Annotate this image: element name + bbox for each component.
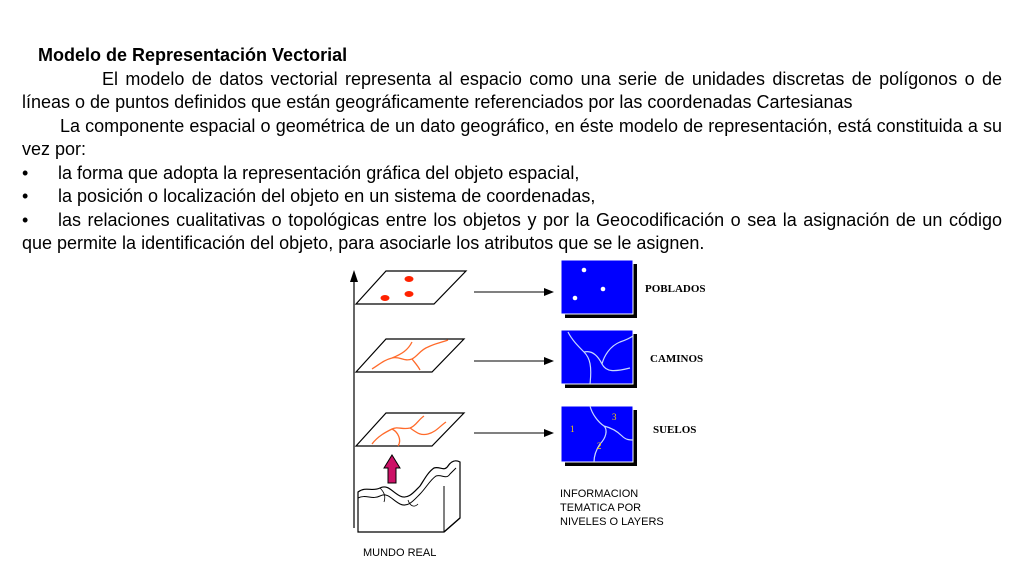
paragraph-1: El modelo de datos vectorial representa al espacio como una serie de unidades discretas de polígonos o de líneas o de puntos definidos que están geográficamente referenciados por las coordenadas Cartesianas [22,68,1002,112]
layer-label-poblados: POBLADOS [645,283,706,295]
caption-layers-line-2: TEMATICA POR [560,502,642,514]
real-world-terrain [358,461,460,532]
bullet-text: las relaciones cualitativas o topológicas entre los objetos y por la Geocodificación o sea la asignación de un código que permite la identificación del objeto, para asociarle los atributos que se le asignen. [22,209,1002,253]
arrow-lines [474,357,554,365]
layer-plane-points [356,271,466,304]
bullet-symbol: • [22,209,29,230]
bullet-symbol: • [22,186,29,206]
arrow-polygons [474,429,554,437]
page-title: Modelo de Representación Vectorial [38,45,348,65]
map-tile-poblados [561,260,637,318]
paragraph-2: La componente espacial o geométrica de un dato geográfico, en éste modelo de representación, está constituida a su vez por: [22,115,1002,159]
layer-plane-lines [356,339,464,372]
layer-plane-polygons [356,413,464,446]
layer-label-caminos: CAMINOS [650,353,704,365]
bullet-text: la posición o localización del objeto en un sistema de coordenadas, [58,186,596,206]
layer-label-suelos: SUELOS [653,424,697,436]
caption-layers-line-3: NIVELES O LAYERS [560,516,664,528]
soil-zone-2: 2 [597,441,602,451]
soil-zone-3: 3 [612,412,617,422]
map-tile-caminos [561,330,637,388]
caption-layers-line-1: INFORMACION [560,488,639,500]
map-tile-suelos [561,406,637,466]
soil-zone-1: 1 [570,424,575,434]
bullet-symbol: • [22,162,29,183]
vertical-axis [350,270,358,528]
bullet-text: la forma que adopta la representación gráfica del objeto espacial, [58,162,580,183]
arrow-points [474,288,554,296]
caption-real-world: MUNDO REAL [363,547,437,559]
up-arrow-icon [384,455,400,483]
